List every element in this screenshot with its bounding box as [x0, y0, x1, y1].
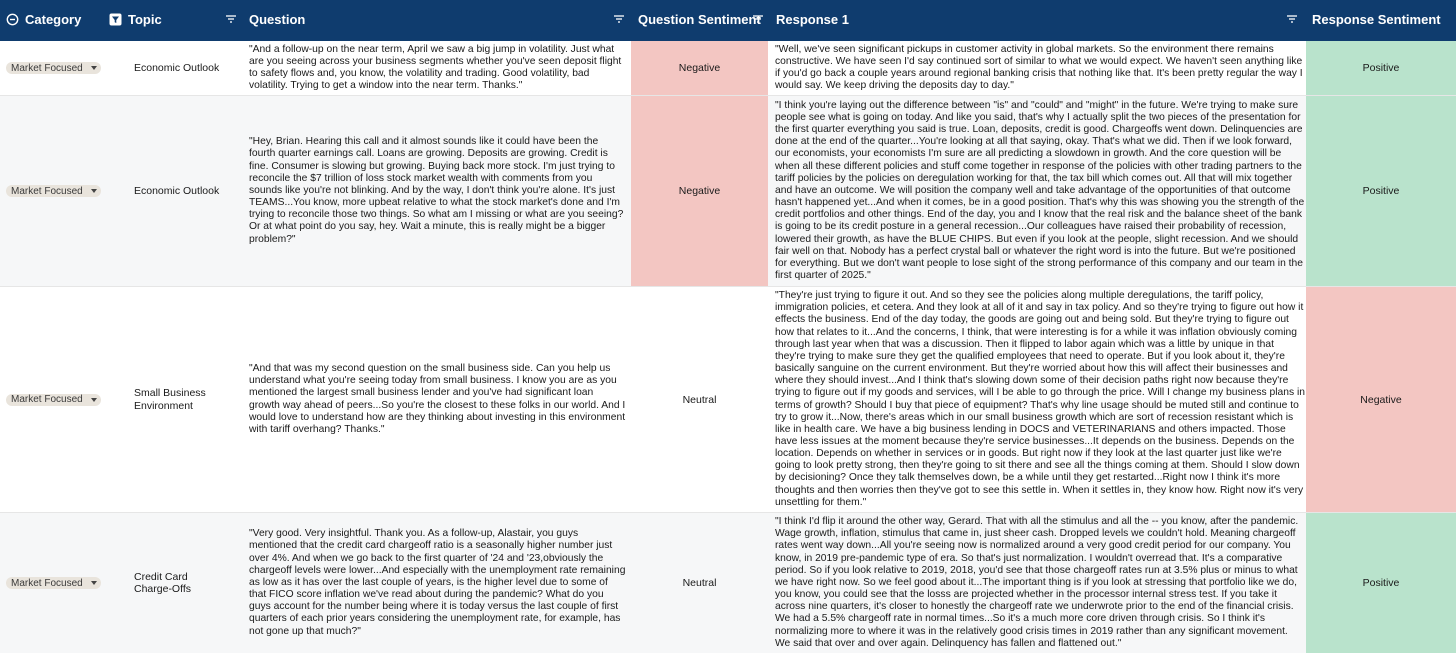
table-row[interactable]	[0, 287, 1456, 512]
category-chip-label: Market Focused	[11, 185, 83, 197]
header-response[interactable]	[776, 0, 1076, 38]
sort-filter-icon[interactable]	[225, 13, 237, 25]
sort-filter-icon[interactable]	[1286, 13, 1298, 25]
response-sentiment-cell[interactable]: Positive	[1306, 96, 1456, 286]
response-cell[interactable]: "Well, we've seen significant pickups in customer activity in global markets. So the environment there remains constructive. We have seen I'd say continued sort of similar to what we would expect. We haven't seen anything like if you'd go back a couple years around regional banking crisis that nothing like that. It's been pretty regular the way I would say. We keep driving the deposits day to day."	[775, 43, 1303, 92]
header-question-label: Question	[249, 11, 306, 27]
response-sentiment-cell[interactable]: Positive	[1306, 513, 1456, 653]
table-row[interactable]	[0, 96, 1456, 286]
chevron-down-icon	[91, 189, 97, 193]
sort-filter-icon[interactable]	[752, 13, 764, 25]
header-response-sentiment[interactable]	[1312, 0, 1456, 38]
topic-cell[interactable]: Credit Card Charge-Offs	[134, 570, 191, 595]
category-cell[interactable]	[6, 96, 126, 286]
table-header	[0, 0, 1456, 41]
response-cell[interactable]: "I think I'd flip it around the other way, Gerard. That with all the stimulus and all the -- you know, after the pandemic. Wage growth, inflation, stimulus that came in, just sheer cash. Dropped levels we couldn't hold. Meaning chargeoff rates went way down...All you're seeing now is normalized around a very good credit period for our company. You know, in 2019 pre-pandemic type of era. So that's just normalization. I wouldn't overread that. It's a comparative period. So if you look relative to 2019, 2018, you'd see that those chargeoff rates run at 3.5% plus or minus to what we have right now. So we feel good about it...The important thing is if you look at stressing that portfolio like we do, you know, you could see that the losss are projected whether in the processor internal stress test. If you take it across nine quarters, it's closer to honestly the chargeoff rate we underwrote prior to the end of the financial crisis. We had a 5.5% chargeoff rate in normal times...So it's a much more core driven through crisis. So I think it's normalizing more to where it was in the relatively good crisis times in 2019 rather than any significant movement. We said that over and over again. Delinquency has fallen and flattened out."	[775, 516, 1299, 649]
single-select-icon	[6, 13, 19, 26]
response-sentiment-cell[interactable]: Negative	[1306, 287, 1456, 512]
header-response-sentiment-label: Response Sentiment	[1312, 11, 1441, 27]
category-chip[interactable]	[6, 185, 101, 197]
category-chip-label: Market Focused	[11, 577, 83, 589]
category-chip[interactable]	[6, 62, 101, 74]
category-cell[interactable]	[6, 287, 126, 512]
header-topic[interactable]	[109, 0, 239, 38]
table-row[interactable]	[0, 41, 1456, 95]
response-cell[interactable]: "They're just trying to figure it out. And so they see the policies along multiple deregulations, the tariff policy, immigration policies, et cetera. And they look at all of it and say in tax policy. And so they're trying to figure out how it effects the business. End of the day today, the goods are going out and being sold. But they're trying to figure out how that relates to it...And the concerns, I think, that were interesting is for a while it was inflation obviously coming through last year when that was a discussion. Then it flipped to labor again which was a little by unique in that they're trying to make sure they get the qualified employees that need to operate. But if you look about it, they're basically sanguine on the current environment. But they're worried about how this will affect their businesses and where they should invest...And I think that's slowing down some of their decision paths right now because they're trying to figure out if my goods and services, will I be able to go through the price. Will I change my business plans in terms of growth? Should I buy that piece of equipment? That's why line usage should be muted still and continue to try to grow it...Now, there's areas which in our small business growth which are sort of recession resistant which is like in health care. We have a big business lending in DOCS and VETERINARIANS and others impacted. Those have less issues at the moment because they're service businesses...It depends on the business. Depends on the location. Depends on whether in services or in goods. But right now if they look at the last quarter just like we're going to look pretty strong, then they're going to sit there and see all the things coming at them. Should I slow down by decisioning? Once they talk themselves down, be a while until they get restarted...Right now I think it's more thoughts and then worries then they've got to see this settle in. When it settles in, they know how. Right now it's very unsettling for them."	[775, 290, 1305, 508]
chevron-down-icon	[91, 581, 97, 585]
response-cell[interactable]: "I think you're laying out the difference between "is" and "could" and "might" in the future. We're trying to make sure people see what is going on today. And like you said, that's why I actually split the two pieces of the presentation for the first quarter everything you said is true. Loan, deposits, credit is good. Chargeoffs went down. Delinquencies are done at the end of the quarter...You're looking at all that saying, okay. That's what we did. Then if we look forward, our economists, your economists I'm sure are all predicting a slowdown in growth. And the core question will be when all these different policies and stuff come together in response of the policies with other trading partners to the tariff policies by the policies on deregulation working for that, the tax bill which comes out. All that will mix together and have an outcome. We will position the company well and take advantage of the opportunities of that outcome hasn't happened yet...And when it comes, be in a good position. That's why this was showing you the strength of the credit portfolios and other things. End of the day, you and I know that the real risk and the balance sheet of the bank is going to be its credit posture in a general recession...Our colleagues have raised their probability of recession, lowered their growth, as have the BLUE CHIPS. But even if you look at the people, slight recession. And we should fair well on that. Nobody has a perfect crystal ball or whatever the right word is into the future. But we're positioned for everything. But we don't want people to lose sight of the strong performance of this company and our team in the first quarter of 2025."	[775, 99, 1305, 282]
category-chip[interactable]	[6, 394, 101, 406]
question-sentiment-cell[interactable]: Negative	[631, 41, 768, 95]
chevron-down-icon	[91, 66, 97, 70]
header-question[interactable]	[249, 0, 609, 38]
category-chip[interactable]	[6, 577, 101, 589]
category-chip-label: Market Focused	[11, 62, 83, 74]
question-sentiment-cell[interactable]: Neutral	[682, 393, 717, 406]
topic-cell[interactable]: Economic Outlook	[134, 61, 220, 74]
topic-cell[interactable]: Small Business Environment	[134, 387, 206, 412]
question-sentiment-cell[interactable]: Negative	[631, 96, 768, 286]
question-cell[interactable]: "And that was my second question on the small business side. Can you help us understand what you're seeing today from small business. I know you are as you mentioned the largest small business lender and you've had significant loan growth way ahead of peers...So you're the closest to these folks in our world. And I would love to understand how are they thinking about investing in this environment with tariff overhang? Thanks."	[249, 363, 626, 435]
response-sentiment-cell[interactable]: Positive	[1306, 41, 1456, 95]
topic-cell[interactable]: Economic Outlook	[134, 184, 220, 197]
header-question-sentiment-label: Question Sentiment	[638, 11, 761, 27]
category-chip-label: Market Focused	[11, 394, 83, 405]
header-question-sentiment[interactable]	[638, 0, 761, 38]
question-cell[interactable]: "And a follow-up on the near term, April we saw a big jump in volatility. Just what are you seeing across your business segments whether you've seen deposit flight to safety flows and, you know, the volatility and trading. Good volatility, bad volatility. Trying to get a window into the near term. Thanks."	[249, 43, 622, 92]
sort-filter-icon[interactable]	[613, 13, 625, 25]
header-category-label: Category	[25, 11, 82, 27]
filter-active-icon[interactable]	[109, 13, 122, 26]
table-row[interactable]	[0, 513, 1456, 653]
header-category[interactable]	[6, 0, 121, 38]
header-topic-label: Topic	[128, 11, 162, 27]
category-cell[interactable]	[6, 41, 126, 95]
chevron-down-icon	[91, 398, 97, 402]
question-cell[interactable]: "Very good. Very insightful. Thank you. As a follow-up, Alastair, you guys mentioned that the credit card chargeoff ratio is a seasonally higher number just over 4%. And when we go back to the first quarter of '24 and '23,obviously the chargeoff levels were lower...And especially with the unemployment rate remaining as low as it has over the last couple of years, is the higher level due to some of that FICO score inflation we've read about during the pandemic? What do you guys account for the number being where it is today versus the last couple of first quarters of each prior years considering the unemployment rate, for example, has not gone up that much?"	[249, 528, 626, 637]
question-cell[interactable]: "Hey, Brian. Hearing this call and it almost sounds like it could have been the fourth quarter earnings call. Loans are growing. Deposits are growing. Credit is fine. Consumer is slowing but growing. Buying back more stock. I'm just trying to reconcile the $7 trillion of loss stock market wealth with comments from you sounds like you're not blinking. And by the way, I don't think you're alone. It's just TEAMS...You know, more upbeat relative to what the stock market's done and I'm trying to reconcile those two things. So what am I missing or what are you seeing? Or at what point do you say, hey. Wait a minute, this is really might be a bigger problem?"	[249, 136, 624, 245]
question-sentiment-cell[interactable]: Neutral	[682, 577, 717, 589]
header-response-label: Response 1	[776, 11, 849, 27]
category-cell[interactable]	[6, 513, 126, 653]
